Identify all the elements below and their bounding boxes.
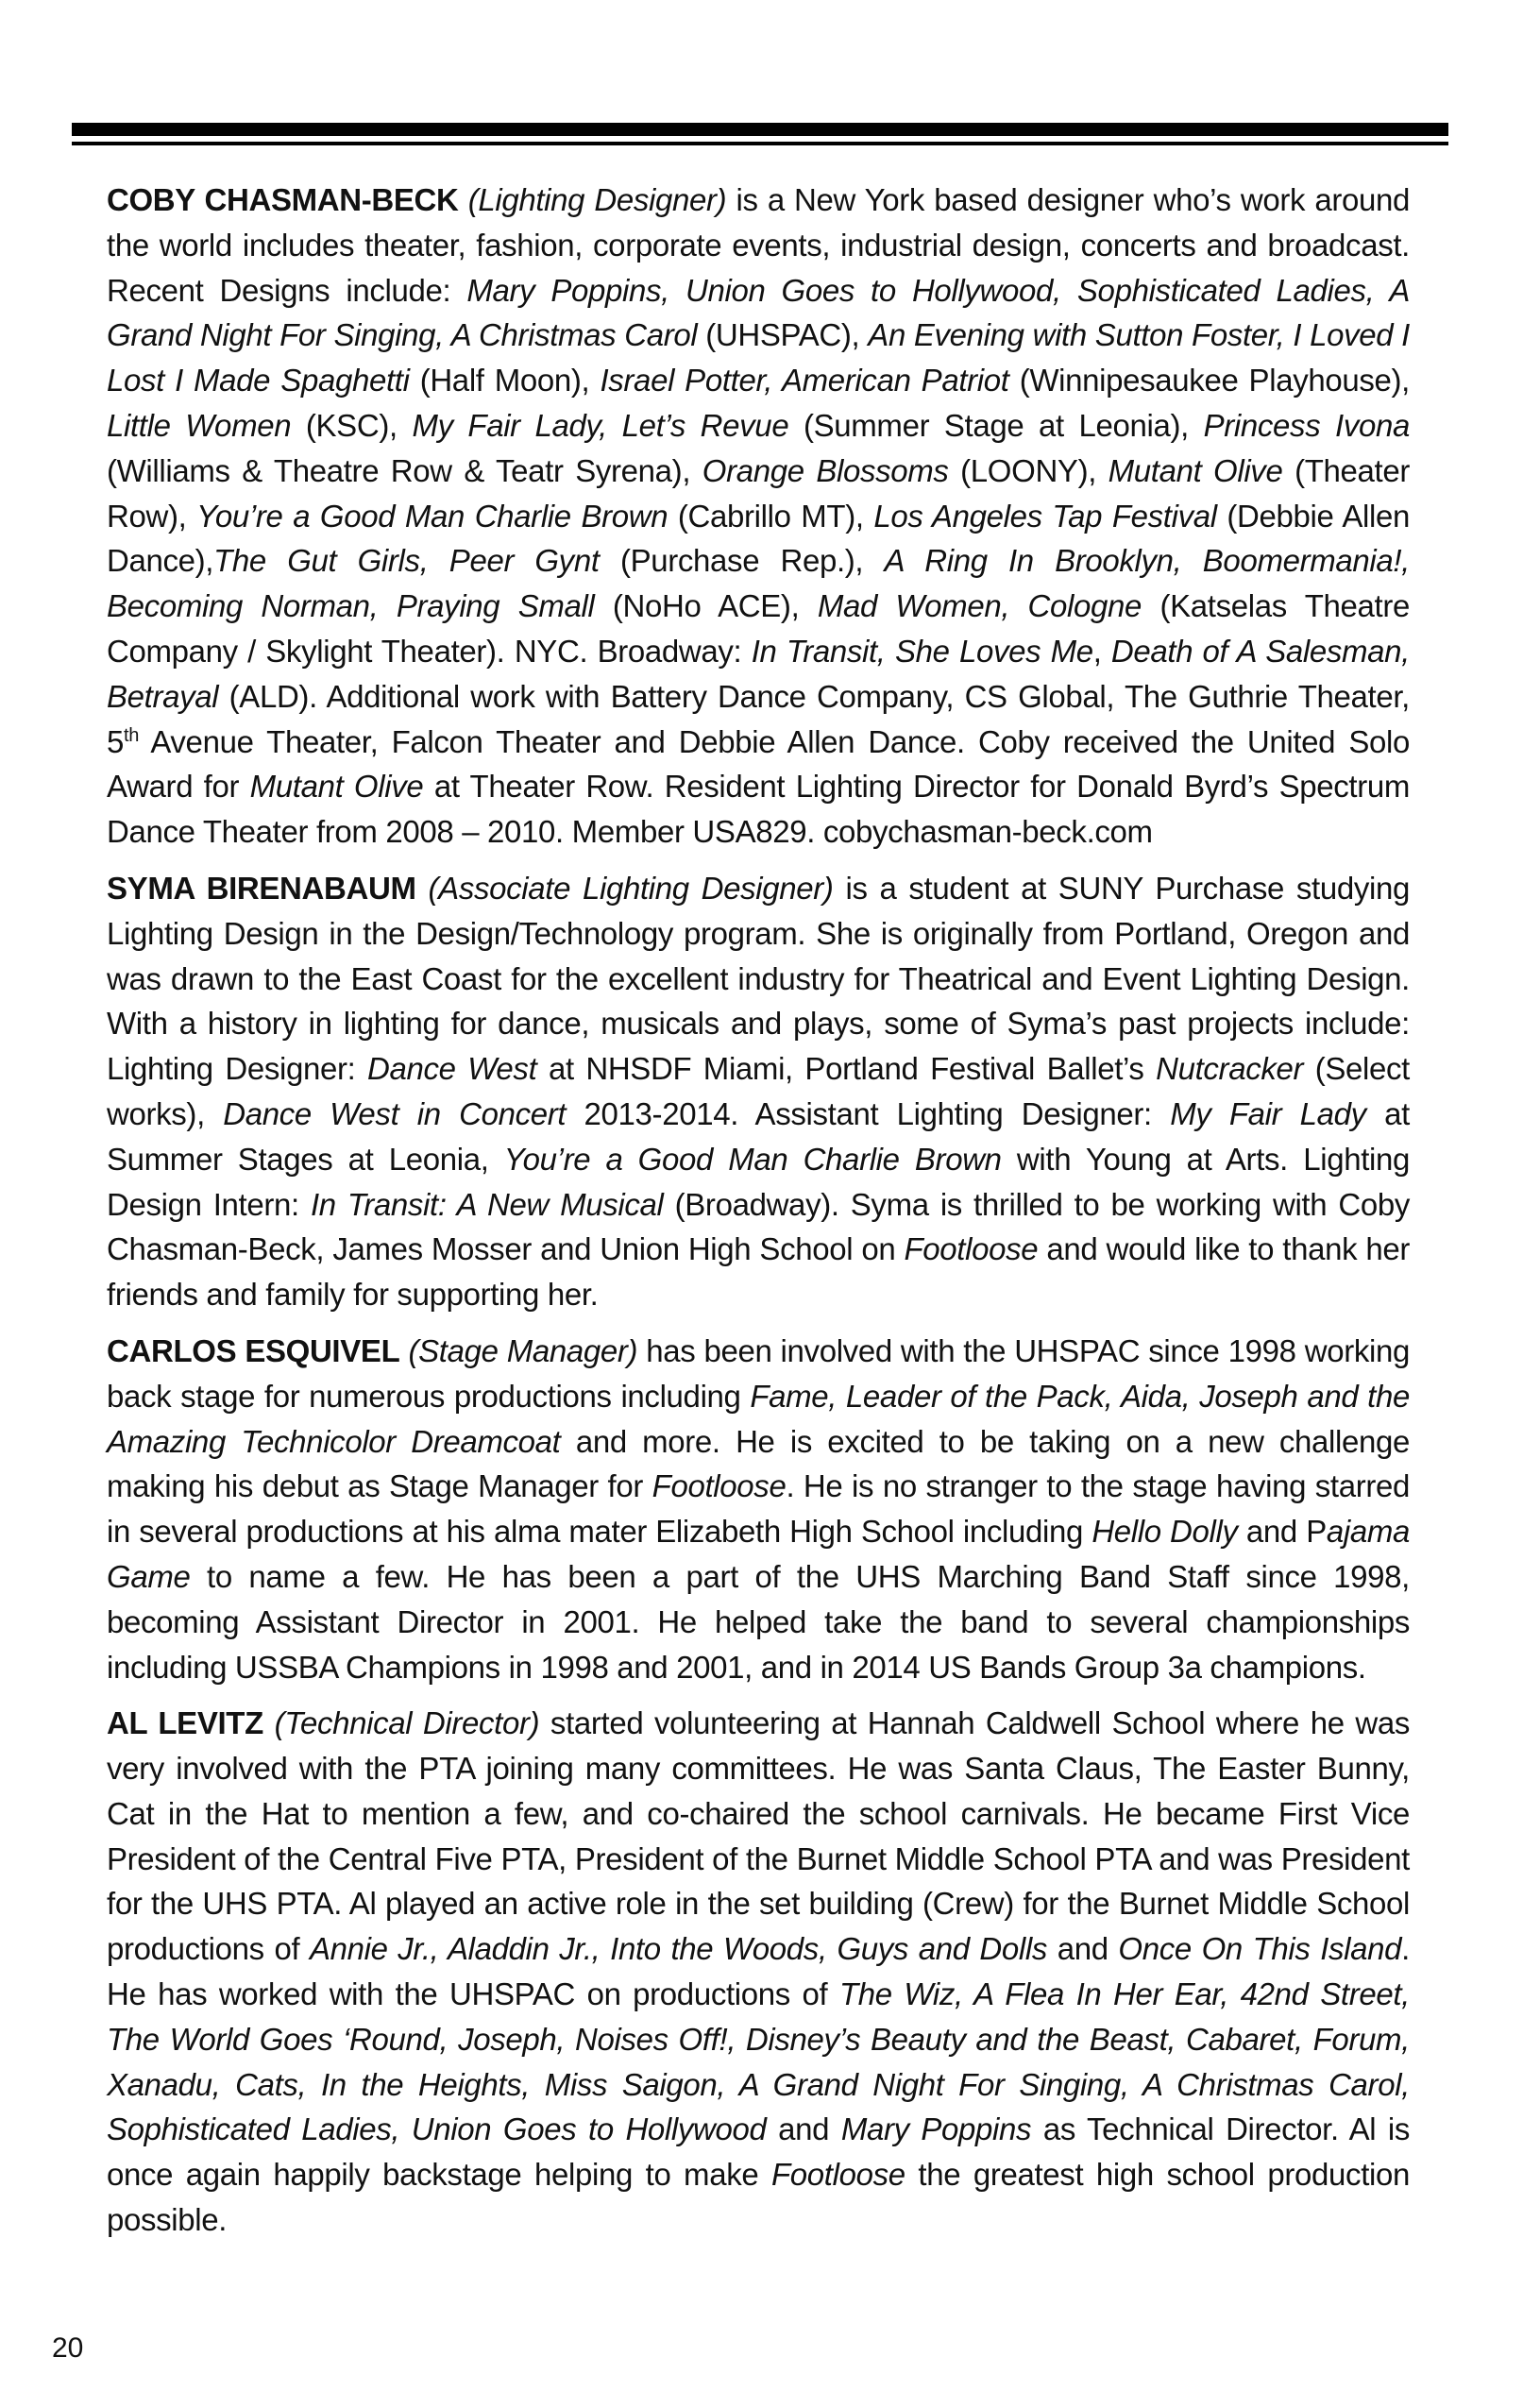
bio-text: (Select works), [107,1051,1410,1131]
bio-text: (Summer Stage at Leonia), [788,407,1204,443]
bio-italic-text: Princess Ivona [1203,407,1410,443]
bio-italic-text: Mary Poppins [840,2111,1032,2147]
bio-text [459,182,468,217]
bio-text: (Purchase Rep.), [599,543,885,579]
bio-italic-text: Nutcracker [1156,1051,1304,1087]
bio-text: is a New York based designer who’s work around the world includes theater, fashion, corporate events, industrial design, concerts and broadcast. Recent Designs include: [107,182,1410,308]
bio-italic-text: Mary Poppins, Union Goes to Hollywood, Sophisticated Ladies, A Grand Night For Singing, A Christmas Carol [107,272,1410,353]
bio-text: (Debbie Allen Dance), [107,498,1410,579]
bio-text: (Williams & Theatre Row & Teatr Syrena), [107,452,702,488]
bio-italic-text: An Evening with Sutton Foster, I Loved I Lost I Made Spaghetti [107,317,1410,399]
bio-italic-text: Hello Dolly [1091,1514,1238,1550]
bio-italic-text: Fame, Leader of the Pack, Aida, Joseph and the Amazing Technicolor Dreamcoat [107,1378,1410,1459]
bio-italic-text: Orange Blossoms [702,452,949,488]
bio-italic-text: Los Angeles Tap Festival [873,498,1217,534]
bio-text: as Technical Director. Al is once again happily backstage helping to make [107,2111,1410,2193]
page-number: 20 [52,2332,84,2364]
bio-italic-text: My Fair Lady, Let’s Revue [412,407,789,443]
bios-column [107,178,1410,2254]
bio-text: (KSC), [291,407,413,443]
bio-italic-text: My Fair Lady [1170,1095,1366,1131]
bio-italic-text: In Transit, She Loves Me [751,633,1093,669]
bio-al-levitz [107,1701,1410,2243]
bio-italic-text: Footloose [652,1468,787,1504]
bio-italic-text: Once On This Island [1118,1931,1402,1967]
bio-italic-text: Israel Potter, American Patriot [600,363,1009,399]
bio-text: . He is no stranger to the stage having starred in several productions at his alma mater Elizabeth High School including [107,1468,1410,1550]
bio-italic-text: Mad Women, Cologne [817,588,1142,624]
header-rule-thick [72,123,1448,136]
bio-text: (Broadway). Syma is thrilled to be working with Coby Chasman-Beck, James Mosser and Union High School on [107,1186,1410,1267]
bio-text: has been involved with the UHSPAC since 1998 working back stage for numerous productions including [107,1332,1410,1414]
bio-text: (ALD). Additional work with Battery Dance Company, CS Global, The Guthrie Theater, 5 [107,678,1410,759]
bio-italic-text: In Transit: A New Musical [310,1186,664,1222]
bio-superscript: th [124,724,139,746]
bio-text: started volunteering at Hannah Caldwell School where he was very involved with the PTA joining many committees. He was Santa Claus, The Easter Bunny, Cat in the Hat to mention a few, and co-chaired the school carnivals. He became First Vice President of the Central Five PTA, President of the Burnet Middle School PTA and was President for the UHS PTA. Al played an active role in the set building (Crew) for the Burnet Middle School productions of [107,1705,1410,1967]
bio-italic-text: ajama Game [107,1514,1410,1594]
bio-italic-text: (Technical Director) [274,1705,540,1741]
bio-name: SYMA BIRENABAUM [107,870,416,906]
bio-italic-text: Little Women [107,407,292,443]
bio-italic-text: Dance West [367,1051,537,1087]
bio-text: at Theater Row. Resident Lighting Director for Donald Byrd’s Spectrum Dance Theater from 2008 – 2010. Member USA829. cobychasman-beck.com [107,769,1411,850]
bio-italic-text: Annie Jr., Aladdin Jr., Into the Woods, Guys and Dolls [309,1931,1048,1967]
bio-text: at NHSDF Miami, Portland Festival Ballet’s [536,1051,1157,1087]
bio-text: and [766,2111,841,2147]
bio-syma-birenabaum [107,866,1410,1317]
header-rule-thin [72,142,1448,145]
bio-text: at Summer Stages at Leonia, [107,1095,1411,1177]
bio-text: (NoHo ACE), [594,588,818,624]
bio-italic-text: You’re a Good Man Charlie Brown [196,498,668,534]
bio-name: CARLOS ESQUIVEL [107,1332,400,1368]
bio-text: (Katselas Theatre Company / Skylight Theater). NYC. Broadway: [107,588,1410,669]
bio-text: . He has worked with the UHSPAC on productions of [107,1931,1410,2012]
bio-italic-text: Footloose [770,2157,905,2193]
bio-text: (Theater Row), [107,452,1410,534]
bio-italic-text: (Stage Manager) [408,1332,638,1368]
bio-italic-text: Mutant Olive [1108,452,1283,488]
bio-carlos-esquivel [107,1329,1410,1689]
bio-coby-chasman-beck [107,178,1410,855]
bio-text: is a student at SUNY Purchase studying Lighting Design in the Design/Technology program. She is originally from Portland, Oregon and was drawn to the East Coast for the excellent industry for Theatrical and Event Lighting Design. With a history in lighting for dance, musicals and plays, some of Syma’s past projects include: Lighting Designer: [107,870,1411,1087]
bio-italic-text: (Associate Lighting Designer) [428,870,834,906]
bio-text: , [1092,633,1111,669]
bio-italic-text: The Gut Girls, Peer Gynt [213,543,600,579]
bio-italic-text: You’re a Good Man Charlie Brown [503,1141,1002,1177]
bio-italic-text: The Wiz, A Flea In Her Ear, 42nd Street, The World Goes ‘Round, Joseph, Noises Off!, Disney’s Beauty and the Beast, Cabaret, Forum, Xanadu, Cats, In the Heights, Miss Saigon, A Grand Night For Singing, A Christmas Carol, Sophisticated Ladies, Union Goes to Hollywood [107,1976,1410,2147]
bio-text [416,871,429,906]
bio-text: (Winnipesaukee Playhouse), [1008,363,1410,399]
bio-text: and P [1237,1514,1327,1550]
bio-italic-text: Death of A Salesman, Betrayal [107,633,1410,714]
bio-text: with Young at Arts. Lighting Design Intern: [107,1141,1411,1222]
bio-text: and would like to thank her friends and family for supporting her. [107,1231,1410,1313]
bio-text: (UHSPAC), [697,317,869,353]
bio-italic-text: A Ring In Brooklyn, Boomermania!, Becoming Norman, Praying Small [107,543,1410,624]
bio-text: the greatest high school production possible. [107,2157,1411,2238]
bio-text [263,1705,275,1740]
bio-name: AL LEVITZ [107,1705,263,1741]
bio-text: (Cabrillo MT), [668,498,874,534]
bio-italic-text: (Lighting Designer) [467,182,727,217]
bio-text: (LOONY), [948,452,1108,488]
bio-text: Avenue Theater, Falcon Theater and Debbie Allen Dance. Coby received the United Solo Award for [107,723,1410,805]
bio-italic-text: Dance West in Concert [223,1095,567,1131]
bio-name: COBY CHASMAN-BECK [107,182,459,217]
bio-text: and more. He is excited to be taking on a new challenge making his debut as Stage Manager for [107,1423,1411,1504]
bio-italic-text: Mutant Olive [249,769,424,805]
bio-text: to name a few. He has been a part of the UHS Marching Band Staff since 1998, becoming Assistant Director in 2001. He helped take the band to several championships including USSBA Champions in 1998 and 2001, and in 2014 US Bands Group 3a champions. [107,1558,1410,1685]
bio-text: and [1047,1931,1119,1967]
bio-italic-text: Footloose [904,1231,1039,1267]
bio-text: (Half Moon), [409,363,601,399]
bio-text: 2013-2014. Assistant Lighting Designer: [566,1095,1171,1131]
